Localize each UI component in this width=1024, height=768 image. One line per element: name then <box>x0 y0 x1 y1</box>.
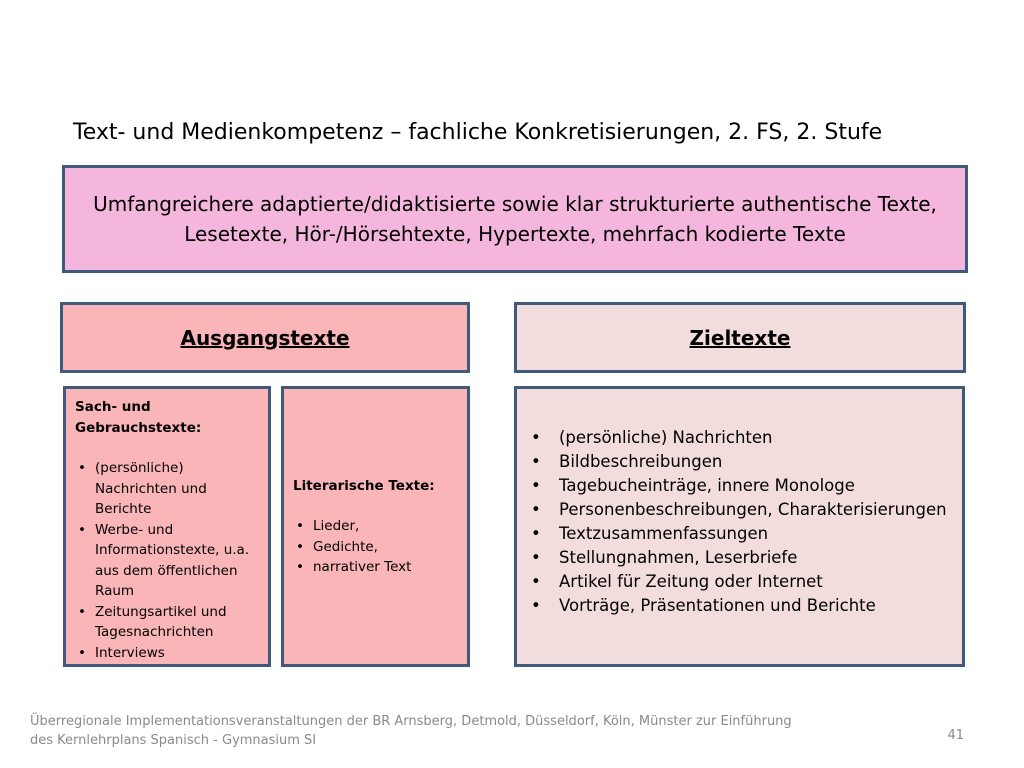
literarische-texte-box <box>281 386 470 667</box>
list-item: • Stellungnahmen, Leserbriefe <box>527 546 956 570</box>
zieltexte-box <box>514 386 965 667</box>
ausgangstexte-header <box>60 302 470 373</box>
footer-text <box>30 712 890 750</box>
sach-gebrauchstexte-heading: Sach- und Gebrauchstexte: <box>75 399 202 436</box>
list-item: • Interviews <box>75 643 264 664</box>
text-types-box <box>62 165 968 273</box>
text-types-line-1: Umfangreichere adaptierte/didaktisierte sowie klar strukturierte authentische Texte, <box>93 192 937 216</box>
zieltexte-header-label: Zieltexte <box>689 325 791 350</box>
list-item: • Bildbeschreibungen <box>527 450 956 474</box>
list-item: • Vorträge, Präsentationen und Berichte <box>527 594 956 618</box>
footer-line-2: des Kernlehrplans Spanisch - Gymnasium SI <box>30 733 317 748</box>
list-item: • Tagebucheinträge, innere Monologe <box>527 474 956 498</box>
list-item: • Werbe- und Informationstexte, u.a. aus dem öffentlichen Raum <box>75 520 264 602</box>
footer-line-1: Überregionale Implementationsveranstaltungen der BR Arnsberg, Detmold, Düsseldorf, Köln, Münster zur Einführung <box>30 714 792 729</box>
list-item: • Zeitungsartikel und Tagesnachrichten <box>75 602 264 643</box>
list-item: • Artikel für Zeitung oder Internet <box>527 570 956 594</box>
ausgangstexte-header-label: Ausgangstexte <box>180 325 350 350</box>
page-number: 41 <box>947 728 964 743</box>
list-item: • (persönliche) Nachrichten <box>527 426 956 450</box>
literarische-texte-heading: Literarische Texte: <box>293 477 435 494</box>
sach-gebrauchstexte-list <box>75 458 264 663</box>
list-item: • Textzusammenfassungen <box>527 522 956 546</box>
literarische-texte-list <box>293 516 463 578</box>
list-item: • (persönliche) Nachrichten und Berichte <box>75 458 264 520</box>
list-item: • Gedichte, <box>293 537 463 558</box>
zieltexte-list <box>527 426 956 618</box>
list-item: • Lieder, <box>293 516 463 537</box>
slide-title: Text- und Medienkompetenz – fachliche Konkretisierungen, 2. FS, 2. Stufe <box>73 120 883 145</box>
sach-gebrauchstexte-box <box>63 386 271 667</box>
text-types-line-2: Lesetexte, Hör-/Hörsehtexte, Hypertexte, mehrfach kodierte Texte <box>184 222 846 246</box>
list-item: • Personenbeschreibungen, Charakterisierungen <box>527 498 956 522</box>
zieltexte-header <box>514 302 966 373</box>
list-item: • narrativer Text <box>293 557 463 578</box>
